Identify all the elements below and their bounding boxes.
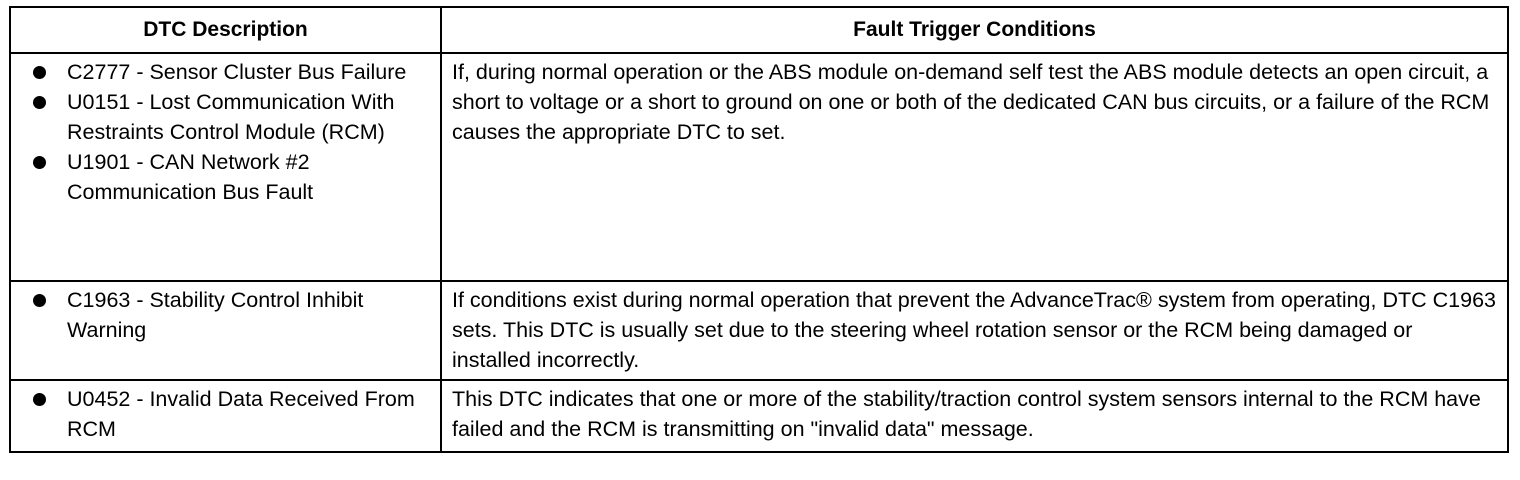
table-row (10, 53, 1508, 281)
dtc-code-text: C2777 - Sensor Cluster Bus Failure (67, 60, 407, 84)
dtc-code-list (33, 285, 426, 345)
dtc-code-text: U1901 - CAN Network #2 Communication Bus Fault (67, 150, 314, 204)
table-row (10, 380, 1508, 452)
table-row (10, 281, 1508, 380)
bullet-icon (33, 294, 46, 307)
dtc-description-cell (10, 53, 441, 281)
dtc-code-list (33, 384, 426, 444)
dtc-code-list (33, 57, 426, 207)
bullet-icon (33, 66, 46, 79)
dtc-code-item (33, 57, 426, 87)
bullet-icon (33, 96, 46, 109)
dtc-table (9, 6, 1509, 453)
dtc-code-item (33, 384, 426, 444)
bullet-icon (33, 393, 46, 406)
header-row (10, 7, 1508, 53)
dtc-code-item (33, 285, 426, 345)
fault-trigger-condition-cell: This DTC indicates that one or more of the stability/traction control system sensors internal to the RCM have failed and the RCM is transmitting on "invalid data" message. (441, 380, 1508, 452)
dtc-code-text: U0452 - Invalid Data Received From RCM (67, 387, 415, 441)
header-dtc-description: DTC Description (10, 7, 441, 53)
header-fault-trigger-conditions: Fault Trigger Conditions (441, 7, 1508, 53)
dtc-code-item (33, 147, 426, 207)
dtc-code-item (33, 87, 426, 147)
dtc-code-text: C1963 - Stability Control Inhibit Warning (67, 288, 364, 342)
bullet-icon (33, 156, 46, 169)
dtc-code-text: U0151 - Lost Communication With Restraints Control Module (RCM) (67, 90, 395, 144)
dtc-description-cell (10, 281, 441, 380)
fault-trigger-condition-cell: If, during normal operation or the ABS module on-demand self test the ABS module detects an open circuit, a short to voltage or a short to ground on one or both of the dedicated CAN bus circuits, or a failure of the RCM causes the appropriate DTC to set. (441, 53, 1508, 281)
fault-trigger-condition-cell: If conditions exist during normal operation that prevent the AdvanceTrac® system from operating, DTC C1963 sets. This DTC is usually set due to the steering wheel rotation sensor or the RCM being damaged or installed incorrectly. (441, 281, 1508, 380)
dtc-description-cell (10, 380, 441, 452)
